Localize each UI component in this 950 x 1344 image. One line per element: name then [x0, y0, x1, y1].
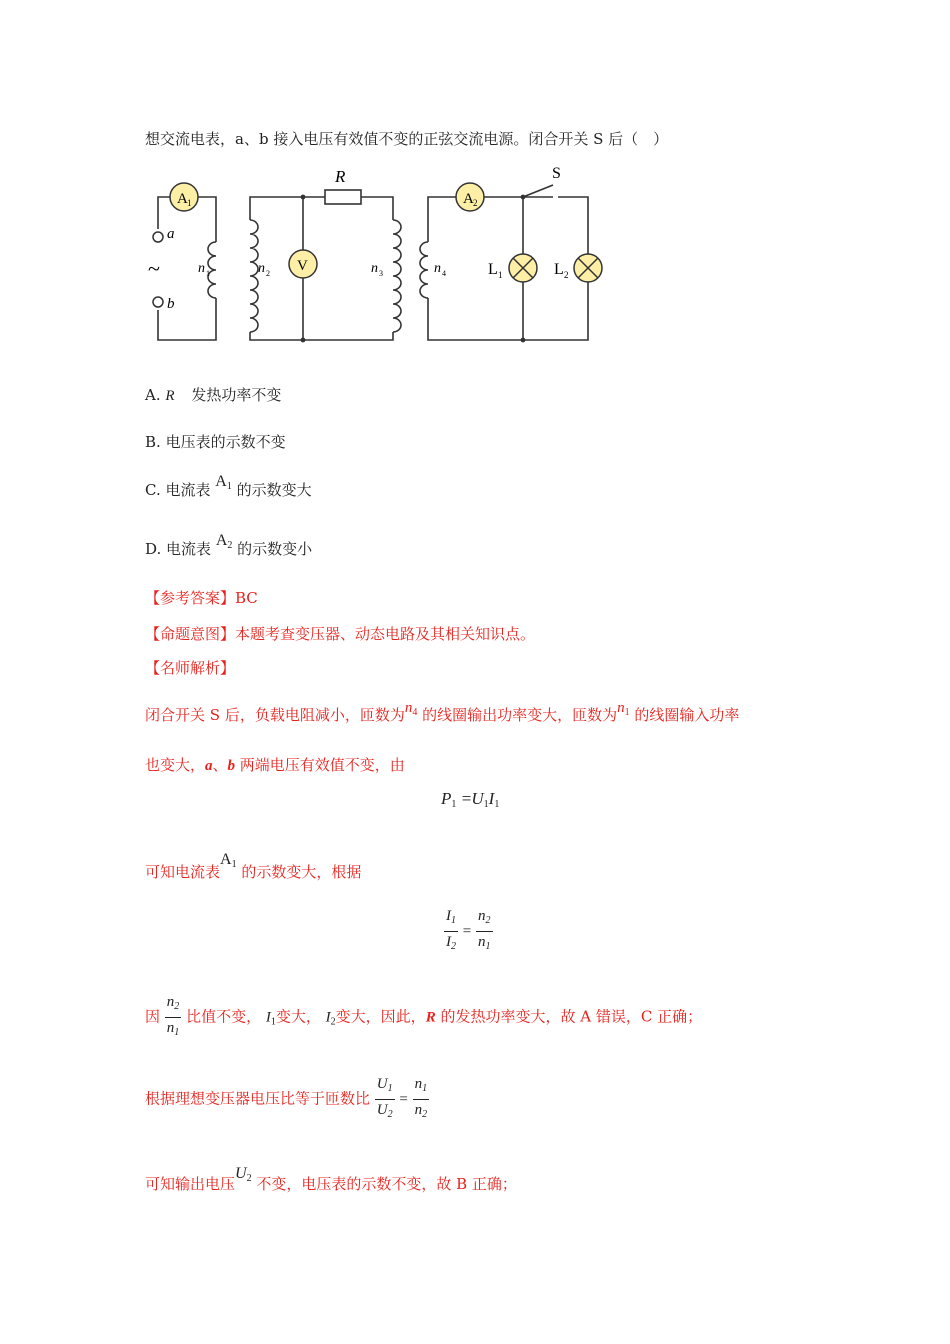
ammeter-a1: [170, 183, 198, 211]
intent-line: 【命题意图】本题考查变压器、动态电路及其相关知识点。: [145, 625, 536, 643]
terminal-a: [153, 232, 163, 242]
label-a: a: [167, 226, 175, 242]
svg-text:1: 1: [206, 269, 210, 278]
analysis-title: 【名师解析】: [145, 659, 236, 677]
ac-source-symbol: ~: [148, 256, 160, 281]
formula-current-ratio: $\frac{I_1}{I_2}$ = $\frac{n_2}{n_1}$: [446, 908, 491, 952]
label-s: S: [552, 165, 561, 182]
label-r: R: [335, 167, 346, 186]
label-b: b: [167, 296, 175, 312]
svg-text:2: 2: [266, 269, 270, 278]
label-l1: L: [488, 261, 498, 278]
option-c[interactable]: C. 电流表 $A_1$ 的示数变大: [145, 473, 312, 499]
label-n3: n: [371, 261, 378, 276]
svg-text:A: A: [463, 191, 474, 207]
analysis-line-2: 也变大，a、b 两端电压有效值不变，由: [145, 756, 405, 774]
question-intro: 想交流电表，a、b 接入电压有效值不变的正弦交流电源。闭合开关 S 后（ ）: [145, 130, 669, 148]
svg-text:2: 2: [564, 270, 569, 280]
answer-label: 【参考答案】BC: [145, 589, 258, 607]
circuit-diagram: [140, 160, 620, 360]
label-n1: n: [198, 261, 205, 276]
svg-text:V: V: [297, 258, 308, 274]
lamp-l1: [509, 254, 537, 282]
analysis-line-5: 根据理想变压器电压比等于匝数比 $\frac{U_1}{U_2}$ = $\frac{n_1}{n_2}$: [145, 1076, 428, 1120]
ammeter-a2: [456, 183, 484, 211]
voltmeter-v: [289, 250, 317, 278]
analysis-line-3: 可知电流表$A_1$ 的示数变大，根据: [145, 851, 362, 881]
svg-text:3: 3: [379, 269, 383, 278]
svg-text:A: A: [177, 191, 188, 207]
svg-text:1: 1: [187, 198, 192, 208]
terminal-b: [153, 297, 163, 307]
analysis-line-1: 闭合开关 S 后，负载电阻减小，匝数为$n_4$ 的线圈输出功率变大，匝数为$n_1$ 的线圈输入功率: [145, 700, 740, 724]
option-a[interactable]: A. R 发热功率不变: [145, 386, 282, 404]
svg-text:1: 1: [498, 270, 503, 280]
option-b[interactable]: B. 电压表的示数不变: [145, 433, 286, 451]
svg-text:2: 2: [473, 198, 478, 208]
svg-text:4: 4: [442, 269, 446, 278]
formula-power: $P_1 =U_1I_1$: [441, 789, 500, 810]
lamp-l2: [574, 254, 602, 282]
label-n4: n: [434, 261, 441, 276]
label-n2: n: [258, 261, 265, 276]
option-d[interactable]: D. 电流表 $A_2$ 的示数变小: [145, 532, 313, 558]
analysis-line-4: 因 $\frac{n_2}{n_1}$ 比值不变， $I_1$变大， $I_2$变大，因此，R 的发热功率变大，故 A 错误，C 正确；: [145, 994, 703, 1038]
label-l2: L: [554, 261, 564, 278]
analysis-line-6: 可知输出电压$U_2$ 不变，电压表的示数不变，故 B 正确；: [145, 1165, 517, 1193]
